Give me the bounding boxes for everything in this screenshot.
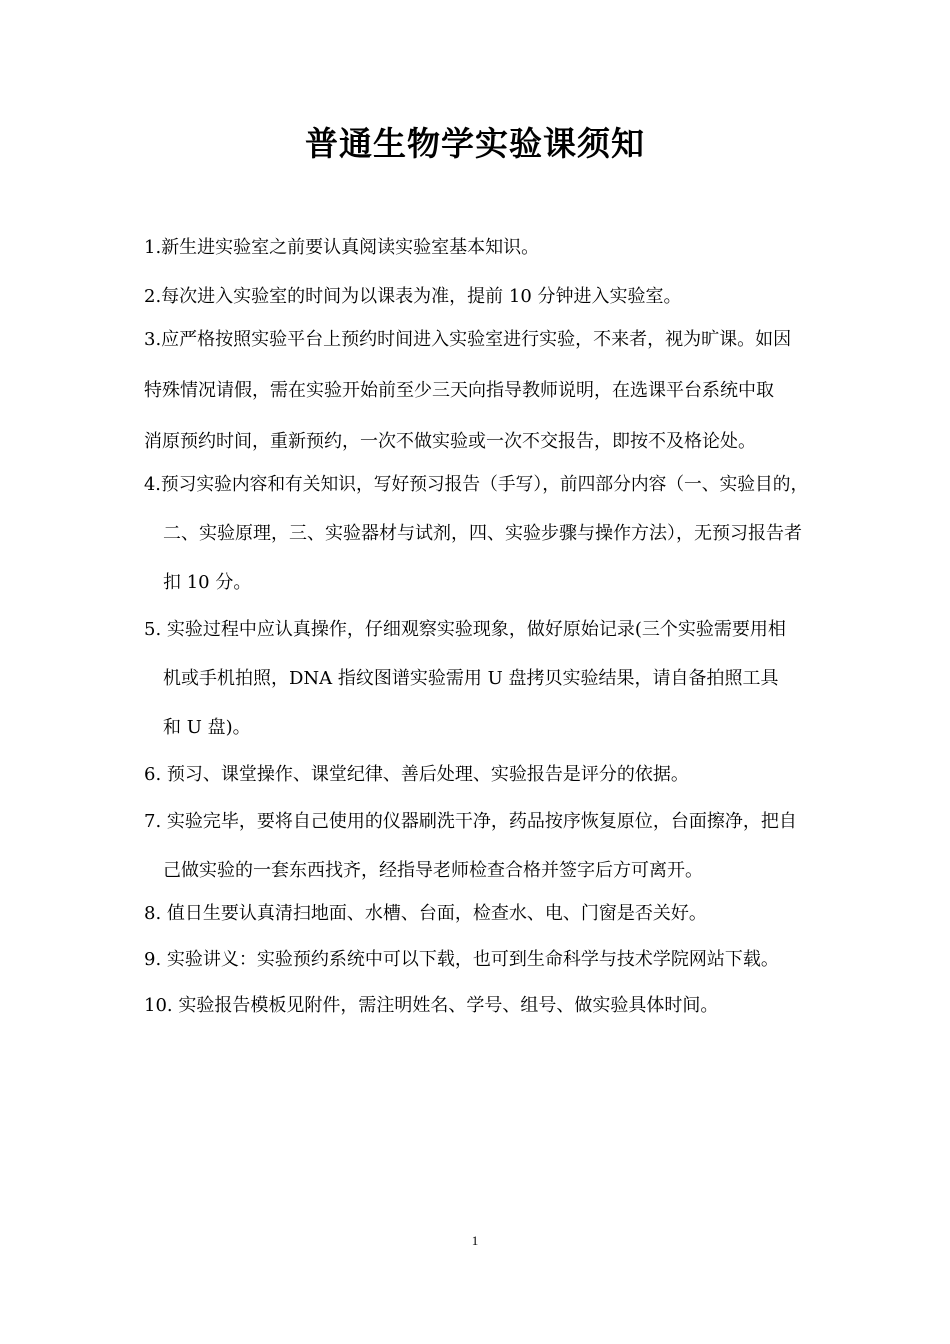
- rule-text-line: 机或手机拍照，DNA 指纹图谱实验需用 U 盘拷贝实验结果，请自备拍照工具: [163, 668, 779, 689]
- page-title: 普通生物学实验课须知: [305, 124, 645, 163]
- rule-text-line: 4.预习实验内容和有关知识，写好预习报告（手写），前四部分内容（一、实验目的，: [144, 474, 809, 495]
- rule-text-line: 3.应严格按照实验平台上预约时间进入实验室进行实验，不来者，视为旷课。如因: [144, 329, 792, 350]
- rule-text-line: 和 U 盘)。: [163, 717, 251, 738]
- rule-text-line: 2.每次进入实验室的时间为以课表为准，提前 10 分钟进入实验室。: [144, 286, 682, 307]
- rule-text-line: 9. 实验讲义：实验预约系统中可以下载，也可到生命科学与技术学院网站下载。: [144, 949, 779, 970]
- rule-text-line: 10. 实验报告模板见附件，需注明姓名、学号、组号、做实验具体时间。: [144, 995, 719, 1016]
- rule-text-line: 1.新生进实验室之前要认真阅读实验室基本知识。: [144, 237, 540, 258]
- rule-text-line: 特殊情况请假，需在实验开始前至少三天向指导教师说明，在选课平台系统中取: [144, 380, 774, 401]
- rule-text-line: 6. 预习、课堂操作、课堂纪律、善后处理、实验报告是评分的依据。: [144, 764, 689, 785]
- rule-text-line: 二、实验原理，三、实验器材与试剂，四、实验步骤与操作方法），无预习报告者: [163, 523, 802, 544]
- page-number: 1: [471, 1233, 479, 1248]
- rule-text-line: 8. 值日生要认真清扫地面、水槽、台面，检查水、电、门窗是否关好。: [144, 903, 707, 924]
- rule-text-line: 扣 10 分。: [163, 572, 252, 593]
- rule-text-line: 7. 实验完毕，要将自己使用的仪器刷洗干净，药品按序恢复原位，台面擦净，把自: [144, 811, 797, 832]
- rule-text-line: 消原预约时间，重新预约，一次不做实验或一次不交报告，即按不及格论处。: [144, 431, 756, 452]
- rule-text-line: 己做实验的一套东西找齐，经指导老师检查合格并签字后方可离开。: [163, 860, 703, 881]
- rule-text-line: 5. 实验过程中应认真操作，仔细观察实验现象，做好原始记录(三个实验需要用相: [144, 619, 786, 640]
